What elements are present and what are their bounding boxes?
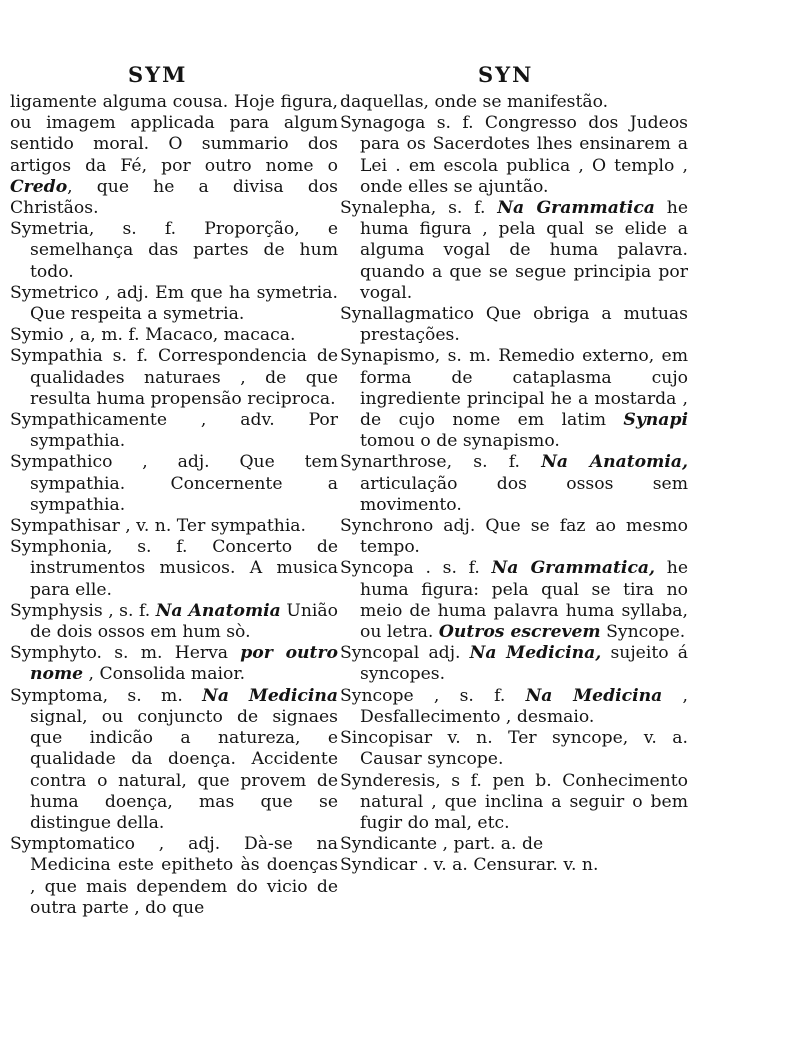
entry-term: Synapismo [340, 346, 435, 367]
entry-text: daquellas, onde se manifestão. [340, 92, 609, 112]
dictionary-entry [336, 686, 688, 728]
entry-text: adj. [419, 643, 470, 664]
entry-text: articulação dos ossos sem movimento. [360, 473, 688, 515]
entry-term: Sympathicamente [10, 410, 167, 431]
entry-italic: Na Medicina, [469, 643, 602, 664]
entry-term: Syncope [340, 685, 414, 706]
right-column [336, 92, 688, 877]
entry-text: ligamente alguma cousa. Hoje figura, ou imagem applicada para algum sentido moral. O summario dos artigos da Fé, por outro nome o [10, 92, 338, 176]
entry-text: . s. f. [413, 558, 492, 579]
left-column [6, 92, 338, 919]
entry-text: v. n. Ter syncope, v. a. Causar syncope. [360, 728, 688, 770]
dictionary-entry [6, 219, 338, 283]
left-column-header: SYM [128, 62, 188, 87]
entry-term: Syndicante [340, 834, 438, 855]
entry-text: he huma figura , pela qual se elide a alguma vogal de huma palavra. quando a que se segue principia por vogal. [360, 198, 688, 303]
entry-text: , part. a. de [437, 834, 544, 855]
dictionary-entry [336, 558, 688, 643]
entry-continuation [6, 92, 338, 219]
dictionary-entry [6, 283, 338, 325]
entry-term: Syncopal [340, 643, 420, 664]
entry-text: , adj. Que tem sympathia. Concernente a sympathia. [30, 452, 338, 515]
entry-text: União de dois ossos em hum sò. [30, 600, 338, 643]
dictionary-entry [6, 410, 338, 452]
entry-italic: por outro nome [30, 643, 338, 685]
dictionary-entry [6, 452, 338, 516]
entry-text: , s. f. [446, 452, 542, 473]
entry-text: , v. n. Ter sympathia. [119, 516, 307, 537]
entry-term: Synagoga [340, 113, 426, 134]
entry-text: , que he a divisa dos Christãos. [10, 176, 338, 219]
dictionary-entry [336, 198, 688, 304]
right-column-header: SYN [478, 62, 534, 87]
entry-term: Symphonia [10, 537, 108, 558]
entry-term: Sympathico [10, 452, 113, 473]
entry-italic: Credo [10, 176, 68, 197]
entry-text: , s. f. [102, 600, 156, 621]
entry-text: s. f. Congresso dos Judeos para os Sacerdotes lhes ensinarem a Lei . em escola publica , O templo , onde elles se ajuntão. [360, 113, 688, 197]
entry-text: , s. m. [102, 685, 203, 706]
dictionary-entry [6, 643, 338, 685]
dictionary-entry [6, 346, 338, 410]
entry-term: Synalepha [340, 198, 431, 219]
dictionary-entry [336, 304, 688, 346]
entry-term: Sympathisar [10, 516, 120, 537]
entry-text: s. f. Correspondencia de qualidades naturaes , de que resulta huma propensão reciproca. [30, 346, 338, 409]
entry-text: , adv. Por sympathia. [30, 410, 338, 452]
dictionary-entry [336, 855, 688, 876]
entry-italic: Synapi [623, 410, 688, 431]
entry-term: Symphyto [10, 643, 97, 664]
entry-text: , adj. Em que ha symetria. Que respeita a symetria. [30, 282, 338, 325]
entry-text: signal, ou conjuncto de signaes que indicão a natureza, e qualidade da doença. Accidente contra o natural, que provem de huma doença, mas que se distingue della. [30, 706, 338, 833]
entry-text: , s. f. Proporção, e semelhança das partes de hum todo. [30, 219, 338, 282]
entry-term: Synarthrose [340, 452, 447, 473]
dictionary-entry [6, 516, 338, 537]
entry-term: Syncopa [340, 558, 414, 579]
entry-term: Symptomatico [10, 834, 135, 855]
entry-term: Sympathia [10, 346, 103, 367]
entry-italic: Na Medicina [202, 685, 339, 706]
entry-term: Symio [10, 325, 64, 346]
entry-italic: Na Anatomia, [541, 452, 688, 473]
entry-continuation [336, 92, 688, 113]
entry-text: he huma figura: pela qual se tira no meio de huma palavra huma syllaba, ou letra. [360, 558, 688, 643]
entry-text: . v. a. Censurar. v. n. [417, 855, 599, 876]
dictionary-entry [336, 452, 688, 516]
entry-text: , s. f. Concerto de instrumentos musicos. A musica para elle. [30, 537, 338, 600]
entry-text: , Consolida maior. [83, 664, 246, 685]
entry-term: Symptoma [10, 685, 103, 706]
entry-text: tomou o de synapismo. [360, 431, 560, 452]
entry-text: , s. f. [413, 685, 526, 706]
dictionary-entry [336, 516, 688, 558]
entry-text: , s. f. [430, 198, 498, 219]
dictionary-entry [6, 537, 338, 601]
dictionary-entry [6, 325, 338, 346]
dictionary-entry [6, 601, 338, 643]
entry-term: Symetrico [10, 282, 99, 303]
entry-term: Symphysis [10, 600, 103, 621]
dictionary-entry [6, 834, 338, 919]
entry-text: , adj. Dà-se na Medicina este epitheto às doenças , que mais dependem do vicio de outra parte , do que [30, 834, 338, 918]
dictionary-entry [336, 834, 688, 855]
entry-text: . s. m. Herva [96, 643, 241, 664]
entry-term: Synchrono [340, 516, 434, 537]
entry-term: Symetria [10, 219, 89, 240]
entry-text: sujeito á syncopes. [360, 643, 689, 685]
entry-italic: Na Medicina [525, 685, 663, 706]
entry-term: Sincopisar [340, 728, 433, 749]
entry-italic: Na Grammatica [497, 198, 655, 219]
dictionary-entry [336, 113, 688, 198]
entry-term: Synallagmatico [340, 304, 474, 325]
dictionary-entry [336, 771, 688, 835]
entry-italic: Na Grammatica, [491, 558, 656, 579]
entry-italic: Na Anatomia [155, 600, 281, 621]
entry-text: Que obriga a mutuas prestações. [360, 304, 688, 346]
dictionary-entry [336, 643, 688, 685]
entry-text: Syncope. [600, 622, 686, 643]
dictionary-entry [336, 728, 688, 770]
entry-term: Syndicar [340, 855, 418, 876]
dictionary-entry [336, 346, 688, 452]
dictionary-entry [6, 686, 338, 834]
entry-text: , a, m. f. Macaco, macaca. [63, 325, 296, 346]
entry-text: , s. m. Remedio externo, em forma de cataplasma cujo ingrediente principal he a mostarda , de cujo nome em latim [360, 346, 688, 431]
entry-text: , Desfallecimento , desmaio. [360, 685, 688, 727]
entry-italic: Outros escrevem [438, 622, 601, 643]
entry-term: Synderesis [340, 770, 436, 791]
entry-text: adj. Que se faz ao mesmo tempo. [360, 516, 688, 558]
entry-text: , s f. pen b. Conhecimento natural , que inclina a seguir o bem fugir do mal, etc. [360, 770, 688, 833]
